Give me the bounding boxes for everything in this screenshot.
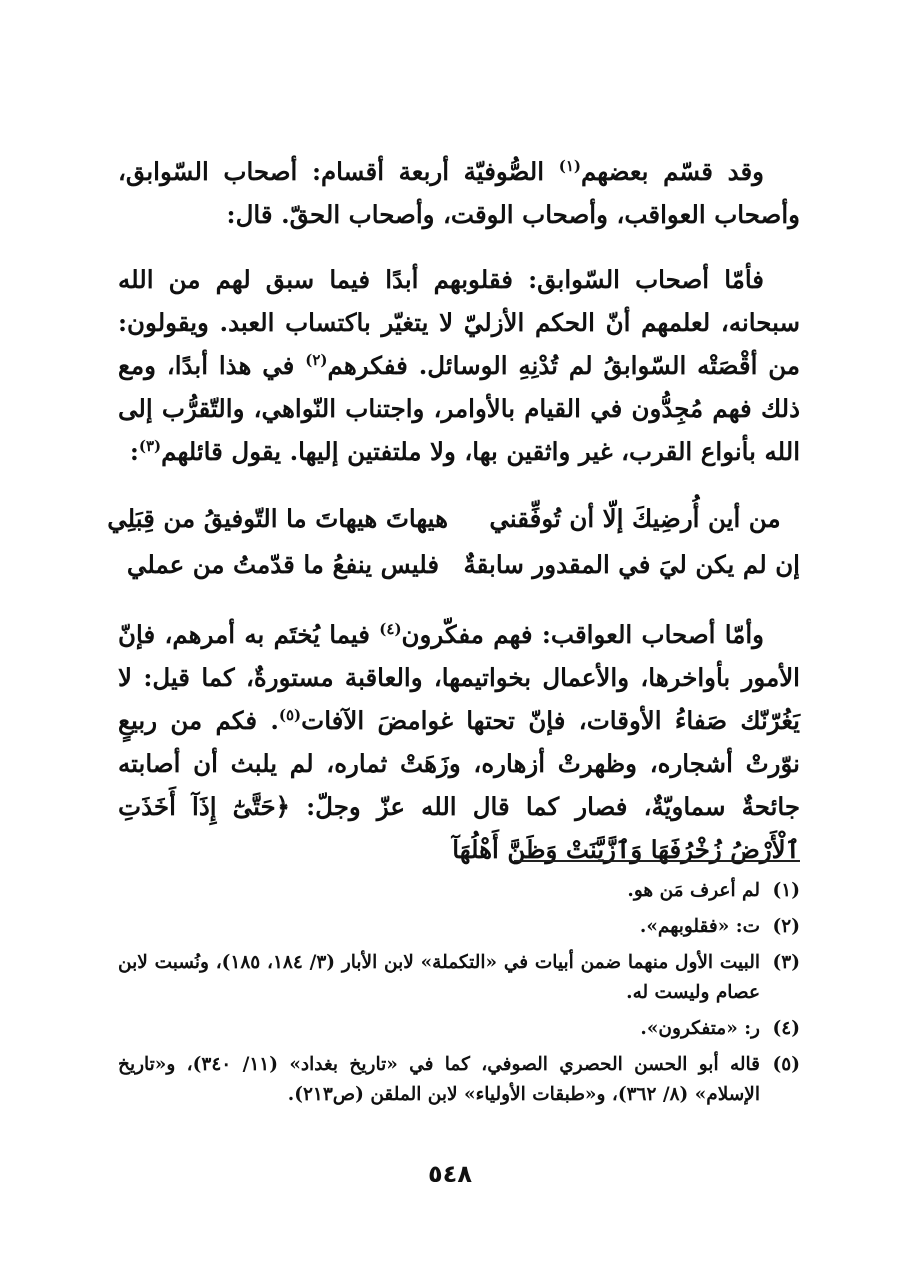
footnote-item bbox=[118, 876, 800, 906]
footnote-item bbox=[118, 912, 800, 942]
verse-second-hemistich: هيهاتَ هيهاتَ ما التّوفيقُ من قِبَلِي bbox=[107, 503, 448, 533]
footnote-ref-1[interactable]: (١) bbox=[558, 157, 581, 175]
footnote-item bbox=[118, 1014, 800, 1044]
paragraph-people-of-outcomes bbox=[118, 613, 800, 871]
footnote-text: قاله أبو الحسن الحصري الصوفي، كما في «تاريخ بغداد» (١١/ ٣٤٠)، و«تاريخ الإسلام» (٨/ ٣٦٢)، و«طبقات الأولياء» لابن الملقن (ص٢١٣). bbox=[118, 1054, 760, 1105]
verse-first-hemistich: إن لم يكن ليَ في المقدور سابقةٌ bbox=[463, 549, 800, 579]
footnote-ref-2[interactable]: (٢) bbox=[305, 351, 328, 369]
footnote-number: (٣) bbox=[772, 952, 800, 973]
footnote-text: ت: «فقلوبهم». bbox=[639, 916, 760, 937]
paragraph2-text-a: فأمّا أصحاب السّوابق: فقلوبهم أبدًا فيما سبق لهم من الله سبحانه، لعلمهم أنّ الحكم الأزليّ لا يتغيّر باكتساب العبد. ويقولون: من أقْصَتْه السّوابقُ لم تُدْنِهِ الوسائل. ففكرهم bbox=[118, 265, 800, 380]
footnote-item bbox=[118, 948, 800, 1008]
quran-verse: ﴿حَتَّىٰٓ إِذَآ أَخَذَتِ ٱلْأَرْضُ زُخْرُفَهَا وَٱزَّيَّنَتْ وَظَنَّ أَهْلُهَآ bbox=[118, 792, 800, 864]
poem-verses bbox=[107, 495, 800, 587]
footnote-text: ر: «متفكرون». bbox=[640, 1018, 760, 1039]
paragraph3-text-b: فيما يُختَم به أمرهم، فإنّ الأمور بأواخرها، والأعمال بخواتيمها، والعاقبة مستورةٌ، كما قيل: لا يَغُرّنّك صَفاءُ الأوقات، فإنّ تحتها غوامضَ الآفات bbox=[118, 620, 800, 735]
paragraph1-text-a: وقد قسّم بعضهم bbox=[580, 157, 764, 186]
paragraph3-text-c: . فكم من ربيعٍ نوّرتْ أشجاره، وظهرتْ أزهاره، وزَهَتْ ثماره، لم يلبث أن أصابته جائحةٌ سماويّةٌ، فصار كما قال الله عزّ وجلّ: bbox=[118, 706, 801, 821]
footnote-item bbox=[118, 1050, 800, 1110]
paragraph2-text-b: في هذا أبدًا، ومع ذلك فهم مُجِدُّون في القيام بالأوامر، واجتناب النّواهي، والتّقرُّب إلى الله بأنواع القرب، غير واثقين بها، ولا ملتفتين إليها. يقول قائلهم bbox=[118, 351, 800, 466]
footnote-ref-4[interactable]: (٤) bbox=[379, 620, 402, 638]
footnotes-section bbox=[118, 876, 800, 1116]
paragraph3-text-a: وأمّا أصحاب العواقب: فهم مفكّرون bbox=[401, 620, 764, 649]
footnote-text: البيت الأول منهما ضمن أبيات في «التكملة» لابن الأبار (٣/ ١٨٤، ١٨٥)، ونُسبت لابن عصام وليست له. bbox=[118, 952, 760, 1003]
footnote-separator bbox=[514, 860, 800, 862]
paragraph1-text-b: الصُّوفيّة أربعة أقسام: أصحاب السّوابق، وأصحاب العواقب، وأصحاب الوقت، وأصحاب الحقّ. قال: bbox=[118, 157, 800, 229]
footnote-number: (٥) bbox=[772, 1054, 800, 1075]
main-text bbox=[107, 150, 801, 893]
verse-first-hemistich: من أين أُرضِيكَ إلّا أن تُوفِّقني bbox=[489, 503, 781, 533]
page-number: ٥٤٨ bbox=[428, 1160, 472, 1188]
poem-line bbox=[118, 541, 800, 587]
paragraph2-text-c: : bbox=[129, 437, 139, 466]
poem-line bbox=[107, 495, 800, 541]
paragraph-people-of-precedence bbox=[118, 258, 800, 473]
footnote-number: (٤) bbox=[772, 1018, 800, 1039]
paragraph-sufi-categories bbox=[118, 150, 800, 236]
footnote-ref-5[interactable]: (٥) bbox=[278, 706, 302, 724]
verse-second-hemistich: فليس ينفعُ ما قدّمتُ من عملي bbox=[126, 549, 440, 579]
footnote-number: (٢) bbox=[772, 916, 800, 937]
footnote-number: (١) bbox=[772, 880, 800, 901]
footnote-ref-3[interactable]: (٣) bbox=[138, 437, 162, 455]
footnote-text: لم أعرف مَن هو. bbox=[627, 880, 760, 901]
